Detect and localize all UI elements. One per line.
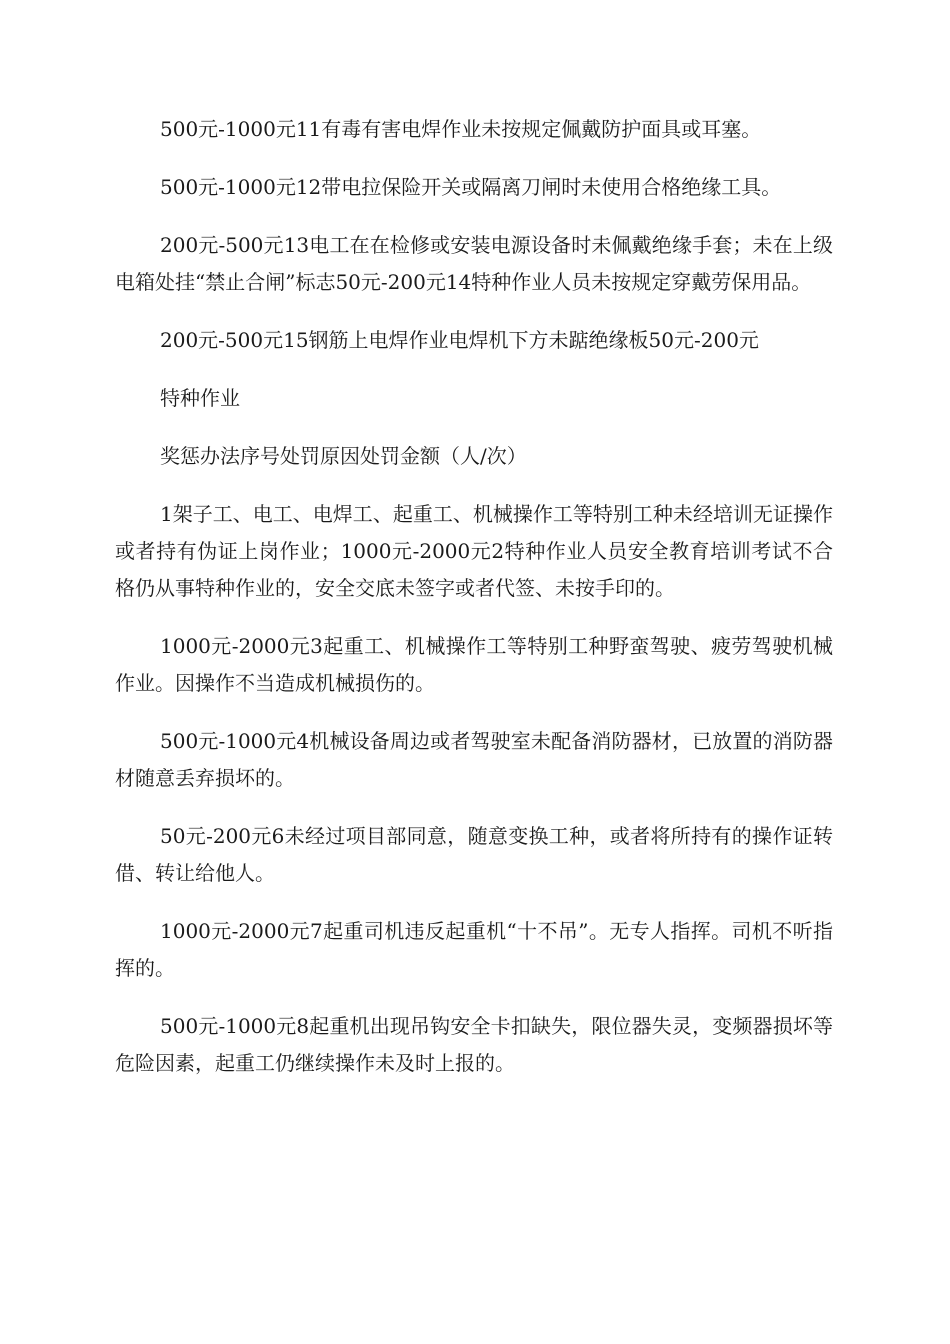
paragraph-job-change: 50元-200元6未经过项目部同意，随意变换工种，或者将所持有的操作证转借、转让给他人。 [115, 824, 833, 885]
paragraph-live-switch-insulation: 500元-1000元12带电拉保险开关或隔离刀闸时未使用合格绝缘工具。 [160, 175, 782, 199]
section-heading-special-operations: 特种作业 [160, 386, 240, 410]
paragraph-reckless-driving: 1000元-2000元3起重工、机械操作工等特别工种野蛮驾驶、疲劳驾驶机械作业。因操作不当造成机械损伤的。 [115, 634, 833, 695]
paragraph-crane-hook-safety: 500元-1000元8起重机出现吊钩安全卡扣缺失，限位器失灵，变频器损坏等危险因素，起重工仍继续操作未及时上报的。 [115, 1014, 833, 1075]
table-header-line: 奖惩办法序号处罚原因处罚金额（人/次） [160, 444, 527, 468]
paragraph-rebar-welding-board: 200元-500元15钢筋上电焊作业电焊机下方未踮绝缘板50元-200元 [160, 328, 759, 352]
paragraph-crane-ten-rules: 1000元-2000元7起重司机违反起重机“十不吊”。无专人指挥。司机不听指挥的。 [115, 919, 833, 980]
paragraph-uncertified-operation: 1架子工、电工、电焊工、起重工、机械操作工等特别工种未经培训无证操作或者持有伪证上岗作业；1000元-2000元2特种作业人员安全教育培训考试不合格仍从事特种作业的，安全交底未签字或者代签、未按手印的。 [115, 502, 833, 600]
document-page [115, 111, 833, 1103]
paragraph-fire-equipment: 500元-1000元4机械设备周边或者驾驶室未配备消防器材，已放置的消防器材随意丢弃损坏的。 [115, 729, 833, 790]
paragraph-electric-welding-protection: 500元-1000元11有毒有害电焊作业未按规定佩戴防护面具或耳塞。 [160, 117, 762, 141]
paragraph-electrician-gloves: 200元-500元13电工在在检修或安装电源设备时未佩戴绝缘手套；未在上级电箱处挂“禁止合闸”标志50元-200元14特种作业人员未按规定穿戴劳保用品。 [115, 233, 833, 294]
